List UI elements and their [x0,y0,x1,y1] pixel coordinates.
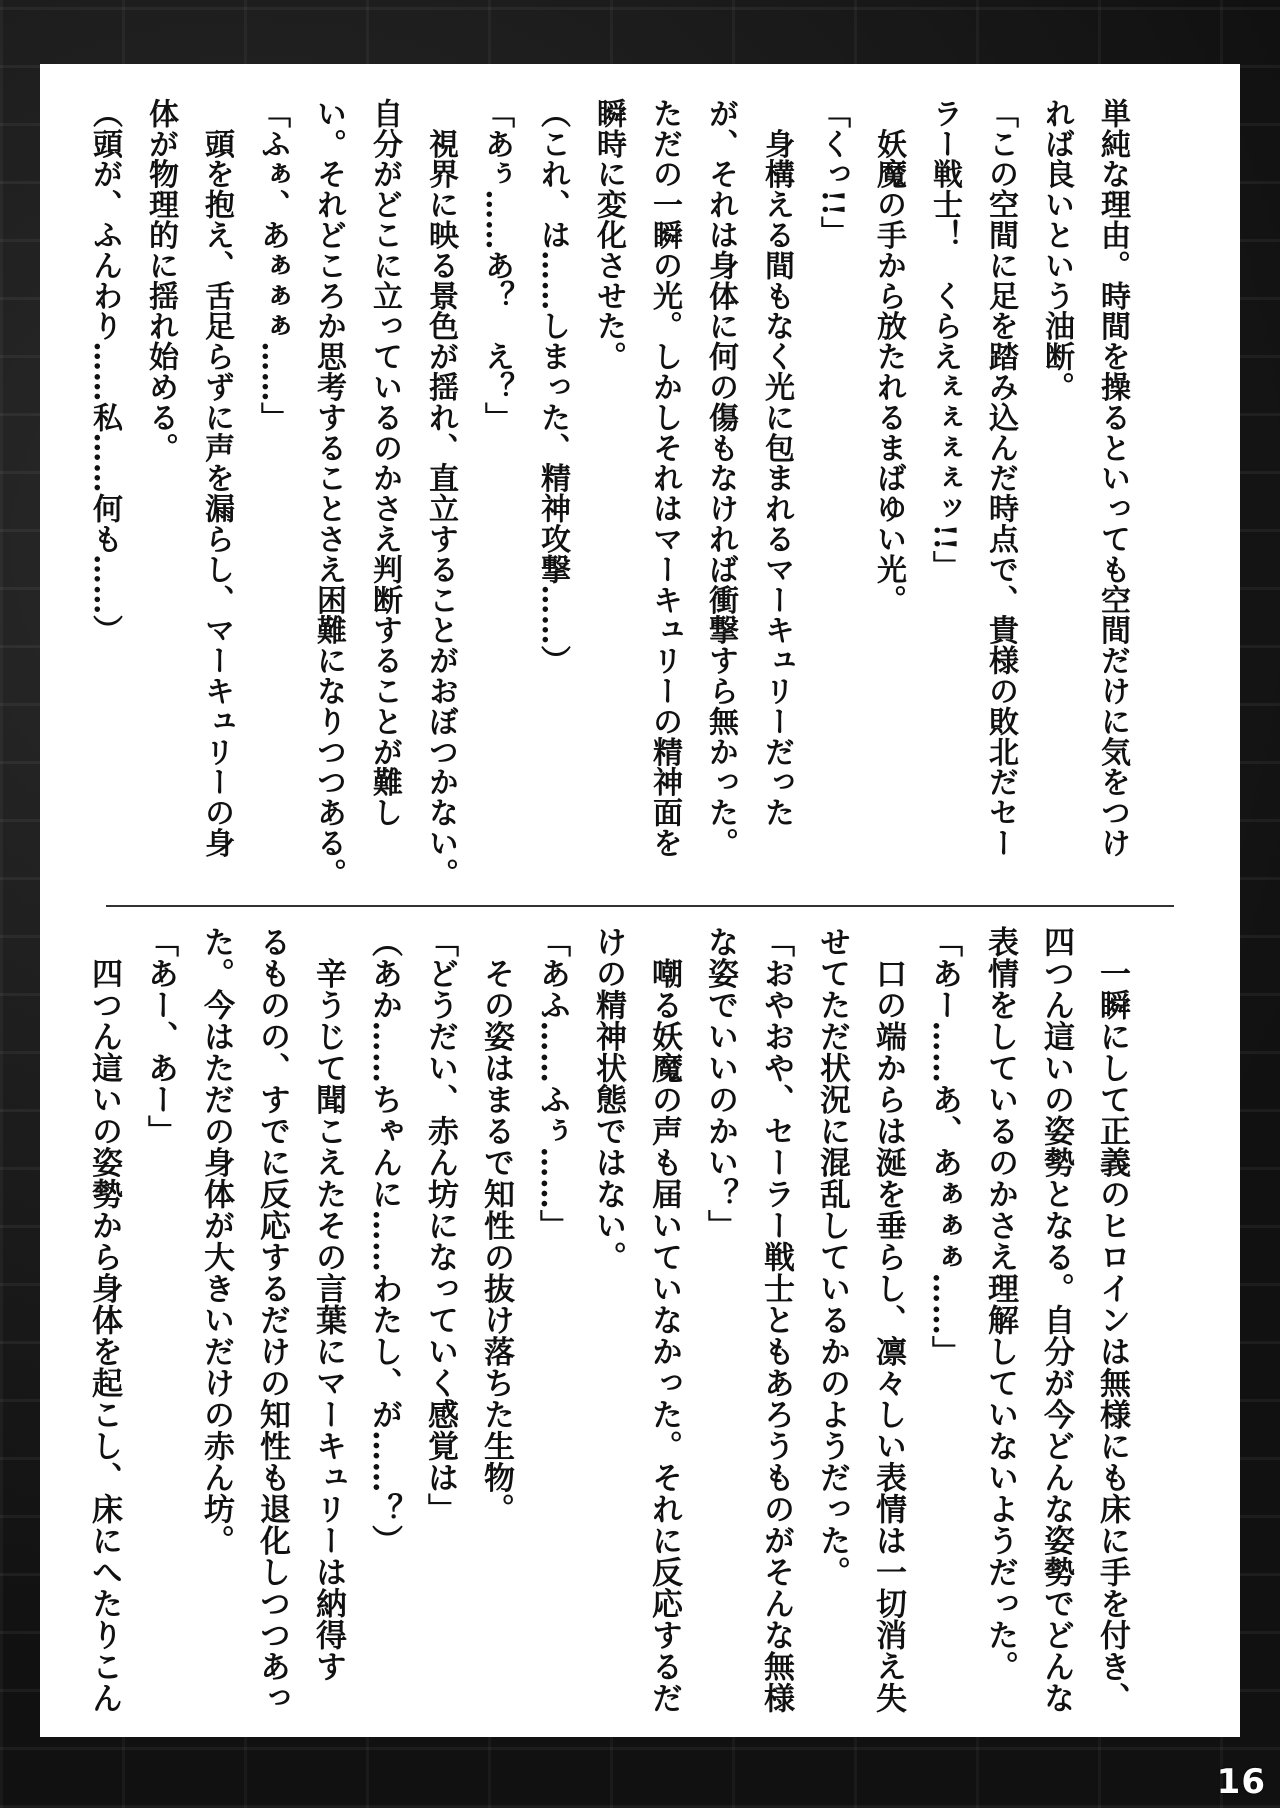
text-line: 「どうだい、赤ん坊になっていく感覚は」 [422,926,458,1525]
text-line: 「あぅ……あ？ え？」 [479,98,514,433]
page-number: 16 [1216,1762,1266,1802]
text-block-top [87,98,1140,889]
text-line: ただの一瞬の光。しかしそれはマーキュリーの精神面を [647,98,682,858]
text-line: 口の端からは涎を垂らし、凛々しい表情は一切消え失 [870,926,906,1714]
text-line: 四つん這いの姿勢となる。自分が今どんな姿勢でどんな [1038,926,1074,1714]
text-line: 四つん這いの姿勢から身体を起こし、床にへたりこん [86,926,122,1714]
text-line: 視界に映る景色が揺れ、直立することがおぼつかない。 [423,98,458,889]
text-line: 「おやおや、セーラー戦士ともあろうものがそんな無様 [758,926,794,1714]
text-line: 身構える間もなく光に包まれるマーキュリーだった [759,98,794,828]
text-line: 「あふ……ふぅ……」 [534,926,570,1241]
text-line: な姿でいいのかい？」 [702,926,738,1241]
text-line: （頭が、ふんわり……私……何も……） [87,98,122,646]
text-line: 嘲る妖魔の声も届いていなかった。それに反応するだ [646,926,682,1714]
text-line: 体が物理的に揺れ始める。 [143,98,178,463]
text-line: （あか……ちゃんに……わたし、が……？） [366,926,402,1556]
text-line: た。今はただの身体が大きいだけの赤ん坊。 [198,926,234,1556]
text-line: （これ、は……しまった、精神攻撃……） [535,98,570,676]
text-line: せてただ状況に混乱しているかのようだった。 [814,926,850,1588]
text-line: 「くっ!!」 [815,98,850,247]
text-block-bottom [86,926,1140,1716]
section-divider [106,905,1174,907]
text-line: るものの、すでに反応するだけの知性も退化しつつあっ [254,926,290,1714]
text-line: い。それどころか思考することさえ困難になりつつある。 [311,98,346,889]
text-line: 一瞬にして正義のヒロインは無様にも床に手を付き、 [1094,926,1130,1714]
text-line: 「あー……あ、あぁぁぁ……」 [926,926,962,1367]
text-line: 辛うじて聞こえたその言葉にマーキュリーは納得す [310,926,346,1682]
text-line: 「あー、あー」 [142,926,178,1147]
text-line: その姿はまるで知性の抜け落ちた生物。 [478,926,514,1525]
text-line: 「ふぁ、あぁぁぁ……」 [255,98,290,433]
page-sheet [40,64,1240,1737]
text-line: ラー戦士！ くらえぇぇぇぇッ!!」 [927,98,962,582]
text-line: 瞬時に変化させた。 [591,98,626,372]
text-line: れば良いという油断。 [1039,98,1074,402]
text-line: 「この空間に足を踏み込んだ時点で、貴様の敗北だセー [983,98,1018,858]
text-line: 表情をしているのかさえ理解していないようだった。 [982,926,1018,1682]
text-line: 妖魔の手から放たれるまばゆい光。 [871,98,906,615]
text-line: 単純な理由。時間を操るといっても空間だけに気をつけ [1095,98,1130,858]
text-line: が、それは身体に何の傷もなければ衝撃すら無かった。 [703,98,738,858]
text-line: けの精神状態ではない。 [590,926,626,1273]
text-line: 自分がどこに立っているのかさえ判断することが難し [367,98,402,828]
text-line: 頭を抱え、舌足らずに声を漏らし、マーキュリーの身 [199,98,234,858]
